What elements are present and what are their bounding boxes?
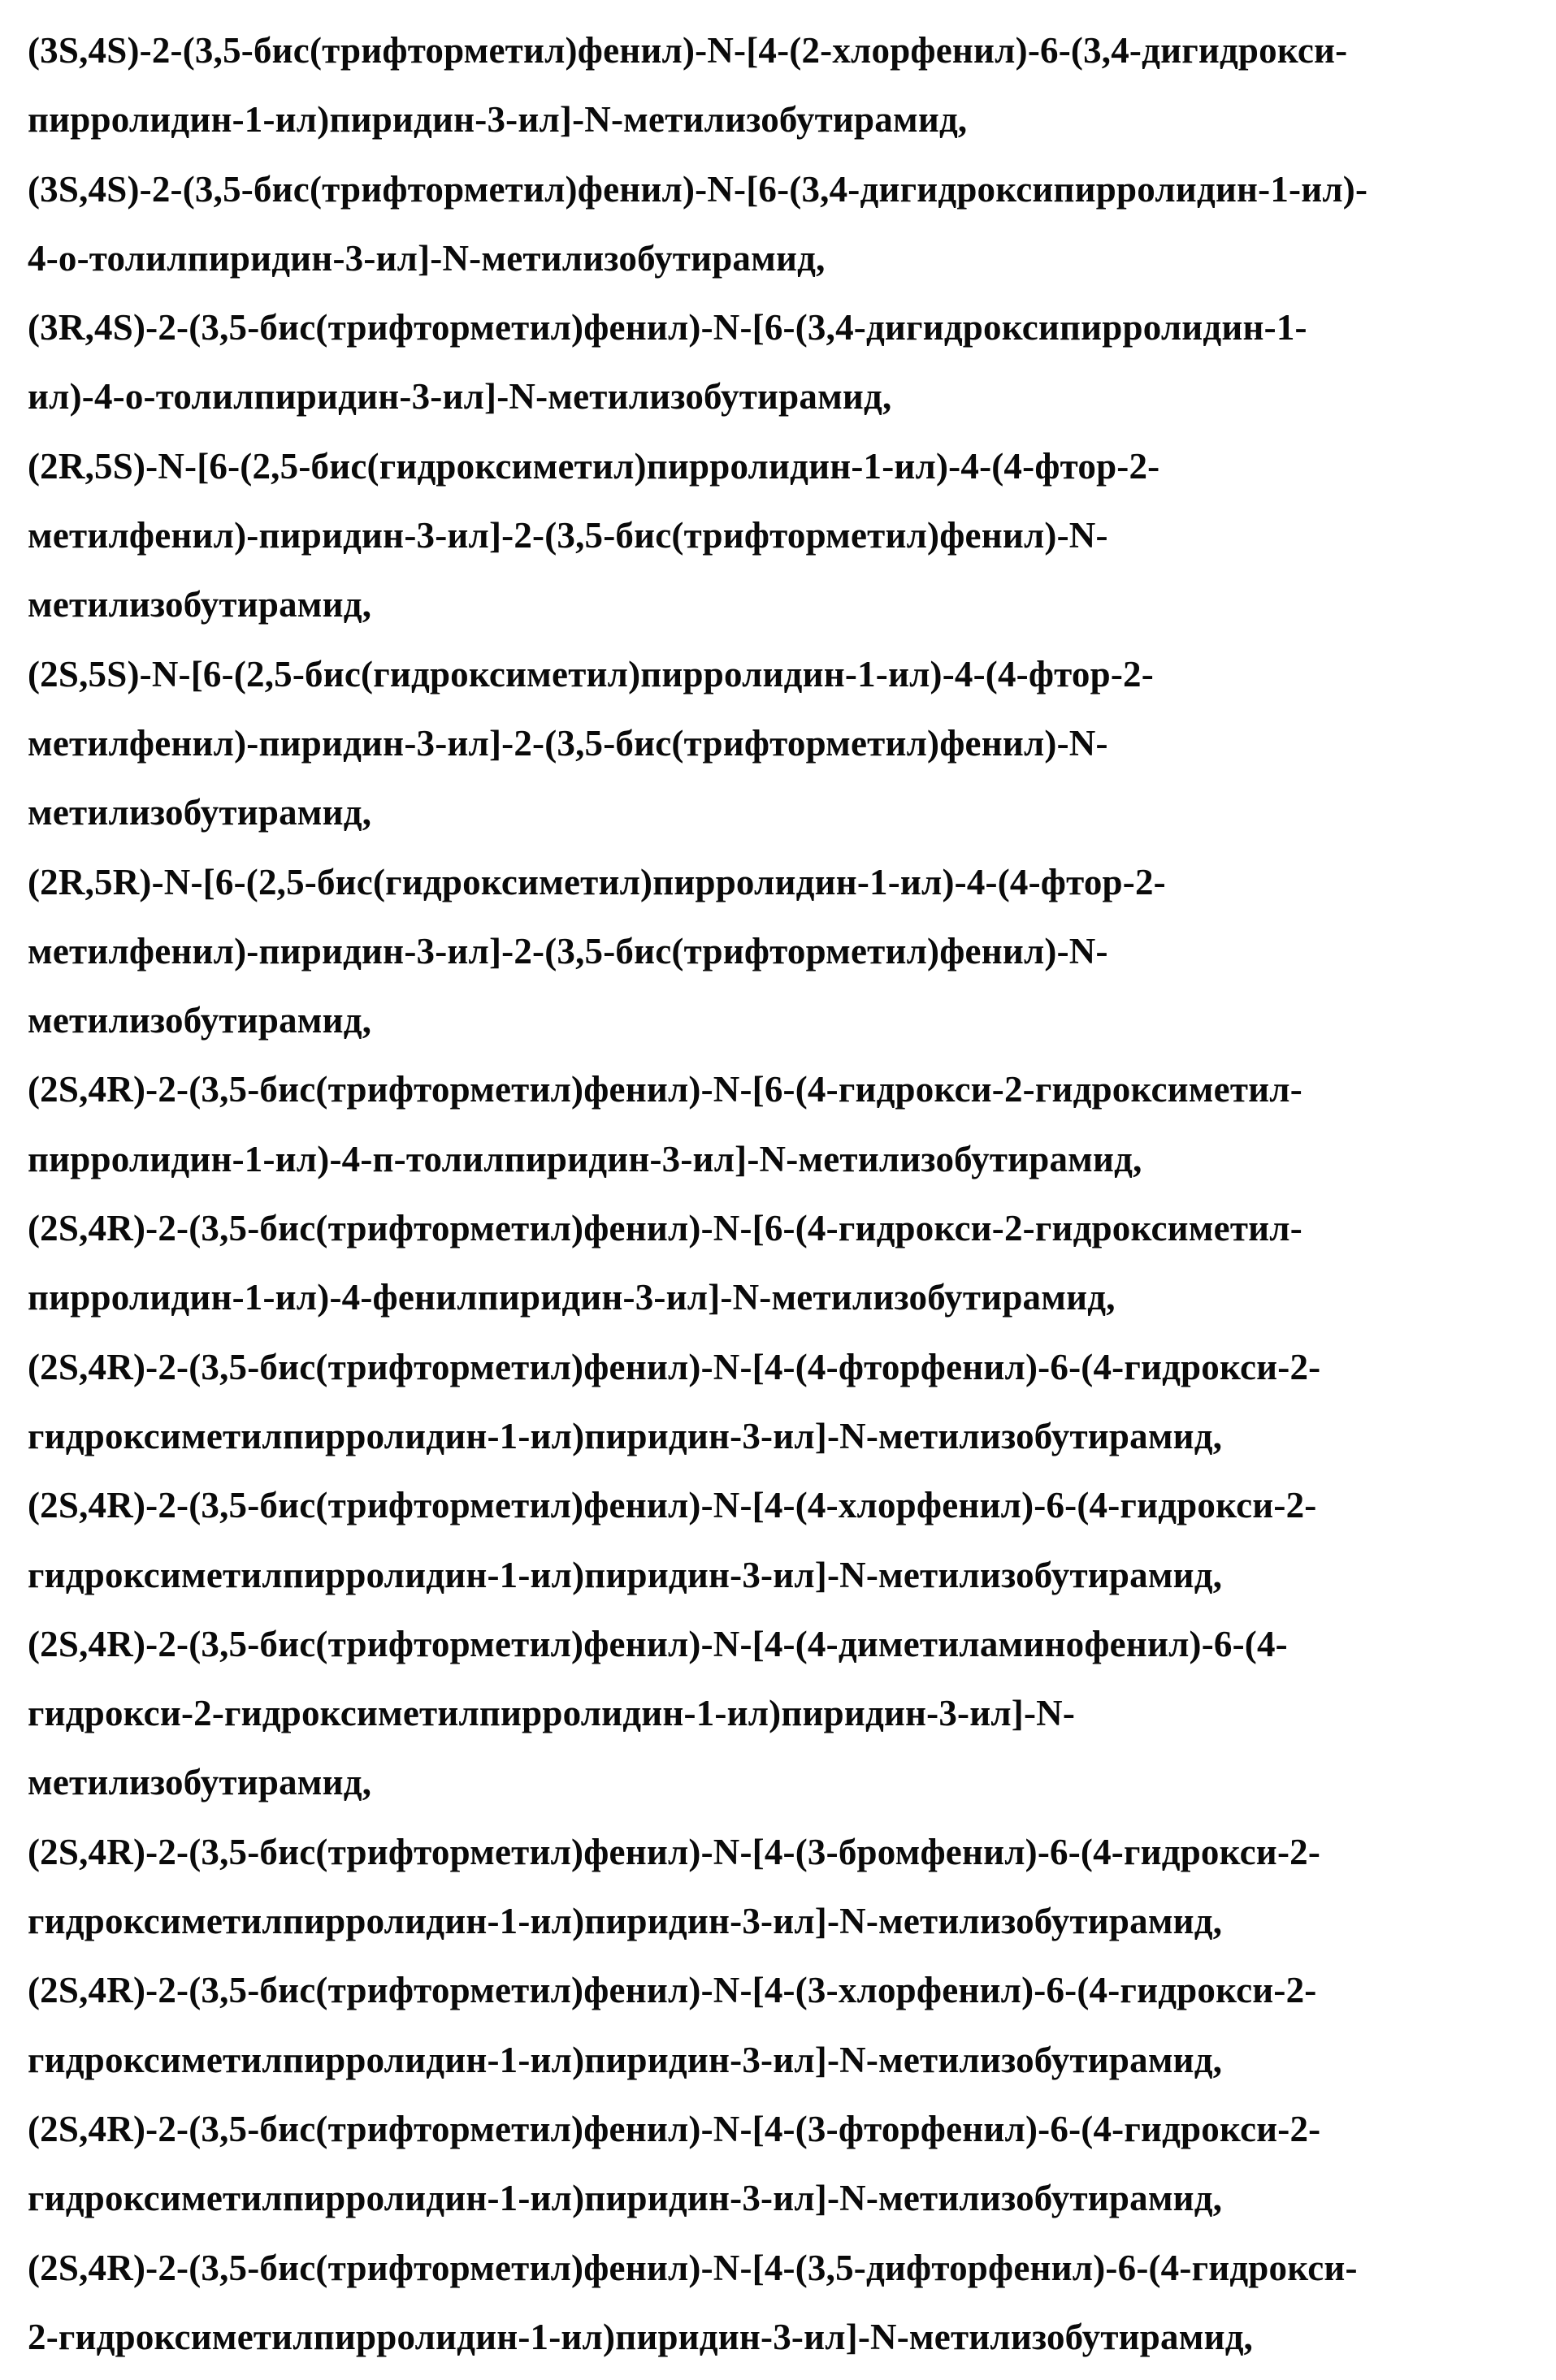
text-line: (2S,4R)-2-(3,5-бис(трифторметил)фенил)-N-[4-(3,5-дифторфенил)-6-(4-гидрокси- — [28, 2247, 1358, 2288]
text-line: 4-о-толилпиридин-3-ил]-N-метилизобутирамид, — [28, 237, 826, 279]
text-line: метилфенил)-пиридин-3-ил]-2-(3,5-бис(трифторметил)фенил)-N- — [28, 930, 1108, 971]
text-line: (3S,4S)-2-(3,5-бис(трифторметил)фенил)-N-[4-(2-хлорфенил)-6-(3,4-дигидрокси- — [28, 30, 1348, 71]
text-line: гидроксиметилпирролидин-1-ил)пиридин-3-ил]-N-метилизобутирамид, — [28, 1554, 1223, 1595]
text-line: (2R,5S)-N-[6-(2,5-бис(гидроксиметил)пирролидин-1-ил)-4-(4-фтор-2- — [28, 445, 1160, 487]
text-line: (3S,4S)-2-(3,5-бис(трифторметил)фенил)-N-[6-(3,4-дигидроксипирролидин-1-ил)- — [28, 168, 1368, 210]
text-line: (2S,5S)-N-[6-(2,5-бис(гидроксиметил)пирролидин-1-ил)-4-(4-фтор-2- — [28, 653, 1154, 695]
text-line: (2S,4R)-2-(3,5-бис(трифторметил)фенил)-N-[6-(4-гидрокси-2-гидроксиметил- — [28, 1069, 1302, 1110]
text-line: метилфенил)-пиридин-3-ил]-2-(3,5-бис(трифторметил)фенил)-N- — [28, 515, 1108, 556]
text-line: метилизобутирамид, — [28, 792, 372, 833]
text-line: (2S,4R)-2-(3,5-бис(трифторметил)фенил)-N-[4-(3-хлорфенил)-6-(4-гидрокси-2- — [28, 1970, 1317, 2011]
text-line: метилизобутирамид, — [28, 1762, 372, 1803]
text-line: 2-гидроксиметилпирролидин-1-ил)пиридин-3-ил]-N-метилизобутирамид, — [28, 2316, 1254, 2357]
text-line: гидроксиметилпирролидин-1-ил)пиридин-3-ил]-N-метилизобутирамид, — [28, 2039, 1223, 2080]
text-line: гидроксиметилпирролидин-1-ил)пиридин-3-ил]-N-метилизобутирамид, — [28, 1901, 1223, 1942]
text-line: пирролидин-1-ил)пиридин-3-ил]-N-метилизобутирамид, — [28, 99, 968, 141]
compound-list — [28, 16, 1539, 2372]
text-line: (2S,4R)-2-(3,5-бис(трифторметил)фенил)-N-[4-(3-бромфенил)-6-(4-гидрокси-2- — [28, 1831, 1321, 1872]
text-line: гидроксиметилпирролидин-1-ил)пиридин-3-ил]-N-метилизобутирамид, — [28, 1415, 1223, 1456]
text-line: метилизобутирамид, — [28, 1000, 372, 1041]
text-line: (2S,4R)-2-(3,5-бис(трифторметил)фенил)-N-[4-(4-хлорфенил)-6-(4-гидрокси-2- — [28, 1485, 1317, 1526]
text-line: (2S,4R)-2-(3,5-бис(трифторметил)фенил)-N-[6-(4-гидрокси-2-гидроксиметил- — [28, 1208, 1302, 1249]
text-line: (2R,5R)-N-[6-(2,5-бис(гидроксиметил)пирролидин-1-ил)-4-(4-фтор-2- — [28, 861, 1166, 902]
text-line: пирролидин-1-ил)-4-п-толилпиридин-3-ил]-N-метилизобутирамид, — [28, 1138, 1142, 1179]
text-line: метилфенил)-пиридин-3-ил]-2-(3,5-бис(трифторметил)фенил)-N- — [28, 722, 1108, 764]
text-line: (2S,4R)-2-(3,5-бис(трифторметил)фенил)-N-[4-(4-диметиламинофенил)-6-(4- — [28, 1623, 1288, 1664]
text-line: пирролидин-1-ил)-4-фенилпиридин-3-ил]-N-метилизобутирамид, — [28, 1277, 1116, 1318]
text-line: метилизобутирамид, — [28, 584, 372, 625]
text-line: (3R,4S)-2-(3,5-бис(трифторметил)фенил)-N-[6-(3,4-дигидроксипирролидин-1- — [28, 307, 1307, 348]
text-line: (2S,4R)-2-(3,5-бис(трифторметил)фенил)-N-[4-(3-фторфенил)-6-(4-гидрокси-2- — [28, 2108, 1321, 2149]
text-line: гидроксиметилпирролидин-1-ил)пиридин-3-ил]-N-метилизобутирамид, — [28, 2178, 1223, 2219]
text-line: гидрокси-2-гидроксиметилпирролидин-1-ил)пиридин-3-ил]-N- — [28, 1693, 1076, 1734]
text-line: ил)-4-о-толилпиридин-3-ил]-N-метилизобутирамид, — [28, 376, 892, 418]
text-line: (2S,4R)-2-(3,5-бис(трифторметил)фенил)-N-[4-(4-фторфенил)-6-(4-гидрокси-2- — [28, 1346, 1321, 1387]
